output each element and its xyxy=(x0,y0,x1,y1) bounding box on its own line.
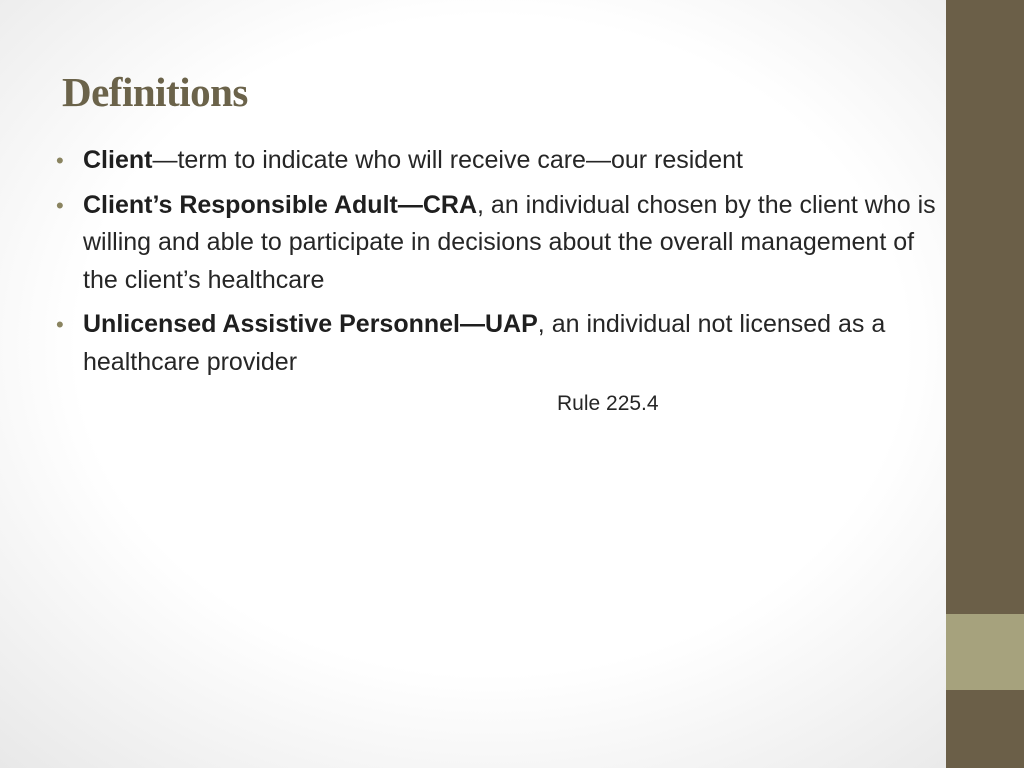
term-separator: — xyxy=(152,146,178,174)
term-separator: , xyxy=(537,310,545,338)
bullet-icon: • xyxy=(56,148,64,173)
bullet-icon: • xyxy=(56,192,64,218)
bullet-item-client xyxy=(56,142,941,180)
bullet-list xyxy=(56,142,941,388)
bullet-icon: • xyxy=(56,312,64,337)
term-client: Client xyxy=(83,146,153,174)
decorative-sidebar-accent xyxy=(946,614,1024,690)
slide-title: Definitions xyxy=(62,69,248,115)
term-cra: Client’s Responsible Adult—CRA xyxy=(83,190,478,219)
term-separator: , xyxy=(477,190,484,219)
term-uap: Unlicensed Assistive Personnel—UAP xyxy=(83,310,538,338)
bullet-item-uap xyxy=(56,306,941,381)
definition-uap: an individual not licensed as a healthcare provider xyxy=(83,310,886,376)
bullet-item-cra xyxy=(56,187,941,300)
definition-cra: an individual chosen by the client who is willing and able to participate in decisions about the overall management of the client’s healthcare xyxy=(83,190,936,294)
definition-client: term to indicate who will receive care—our resident xyxy=(177,146,743,174)
rule-reference: Rule 225.4 xyxy=(557,392,659,415)
